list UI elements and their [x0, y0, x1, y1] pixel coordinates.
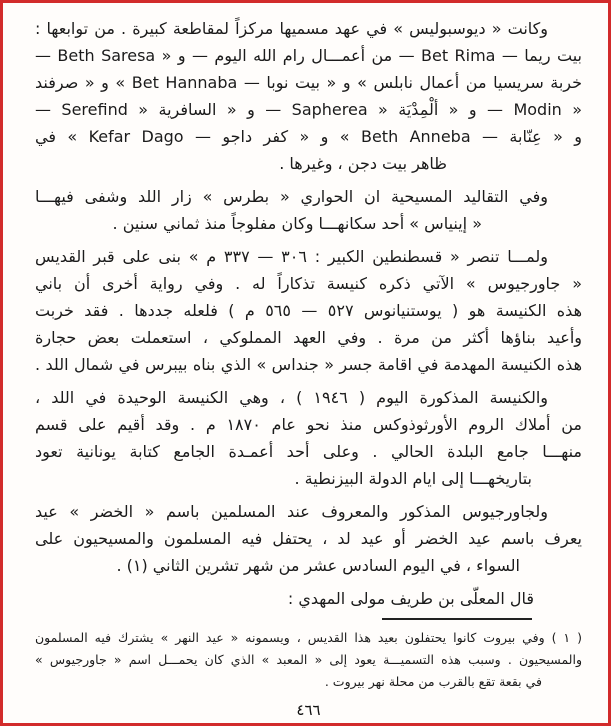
- paragraph: [35, 183, 582, 237]
- text-line: خربة سريسيا من أعمال نابلس » و « بيت نوبا — Bet Hannaba » و « صرفند: [35, 73, 582, 92]
- footnote-line: والمسيحيون . وسبب هذه التسميـــة يعود إلى « المعبد » الذي كان يحمـــل اسم « جاورجيوس »: [35, 652, 582, 667]
- paragraph: [35, 498, 582, 579]
- paragraph: [35, 585, 582, 612]
- text-line: هذه الكنيسة هو ( يوستنيانوس ٥٢٧ — ٥٦٥ م ) فلعله جددها . فقد خربت: [35, 301, 582, 320]
- text-line: بيت ريما — Bet Rima — من أعمـــال رام الله اليوم — و « Beth Saresa —: [35, 46, 582, 65]
- footnote-line: في بقعة تقع بالقرب من محلة نهر بيروت .: [324, 674, 542, 689]
- paragraph: [35, 384, 582, 492]
- text-line: هذه الكنيسة المهدمة في اقامة جسر « جنداس » الذي بناه بيبرس في شمال اللد .: [35, 355, 582, 374]
- text-line: منهـــا جامع البلدة الحالي . وعلى أحد أعمـدة الجامع كتابة يونانية تعود: [35, 442, 582, 461]
- text-line: قال المعلّى بن طريف مولى المهدي :: [287, 589, 534, 608]
- text-line: بتاريخهـــا إلى ايام الدولة البيزنطية .: [294, 469, 532, 488]
- text-line: يعرف باسم عيد الخضر أو عيد لد ، يحتفل فيه المسلمون والمسيحيون على: [35, 529, 582, 548]
- footnote-line: ( ١ ) وفي بيروت كانوا يحتفلون بعيد هذا القديس ، ويسمونه « عيد النهر » يشترك فيه المسلمون: [35, 630, 582, 645]
- text-line: وأعيد بناؤها أكثر من مرة . وفي العهد المملوكي ، استعملت بعض حجارة: [35, 328, 582, 347]
- paragraph: [35, 15, 582, 177]
- text-line: السواء ، في اليوم السادس عشر من شهر تشرين الثاني (١) .: [116, 556, 520, 575]
- text-line: — Serefind » و « السافرية — Sapherea » و « ألْمِدْيَة — Modin »: [35, 100, 582, 119]
- text-line: ظاهر بيت دجن ، وغيرها .: [279, 154, 447, 173]
- text-line: وكانت « ديوسبوليس » في عهد مسميها مركزاً لمقاطعة كبيرة . من توابعها :: [35, 19, 548, 38]
- text-line: ولجاورجيوس المذكور والمعروف عند المسلمين باسم « الخضر » عيد: [35, 502, 548, 521]
- text-line: والكنيسة المذكورة اليوم ( ١٩٤٦ ) ، وهي الكنيسة الوحيدة في اللد ،: [35, 388, 548, 407]
- page-number: ٤٦٦: [296, 701, 321, 719]
- text-line: وفي التقاليد المسيحية ان الحواري « بطرس » زار اللد وشفى فيهـــا: [35, 187, 548, 206]
- footnote-separator-rule: [382, 618, 532, 620]
- footnote-section: [35, 627, 582, 693]
- paragraph: [35, 243, 582, 378]
- text-line: « إينياس » أحد سكانهـــا وكان مفلوجاً منذ ثماني سنين .: [112, 214, 482, 233]
- text-line: « جاورجيوس » الآتي ذكره كنيسة تذكاراً له . وفي رواية أخرى أن باني: [35, 274, 582, 293]
- text-line: ولمـــا تنصر « قسطنطين الكبير : ٣٠٦ — ٣٣٧ م » بنى على قبر القديس: [35, 247, 548, 266]
- text-line: من أملاك الروم الأورثوذوكس منذ نحو عام ١٨٧٠ م . وقد أقيم على قسم: [35, 415, 582, 434]
- text-line: و « عِنّابة — Beth Anneba » و « كفر داجو — Kefar Dago » في: [35, 127, 582, 146]
- body-text: [35, 15, 582, 612]
